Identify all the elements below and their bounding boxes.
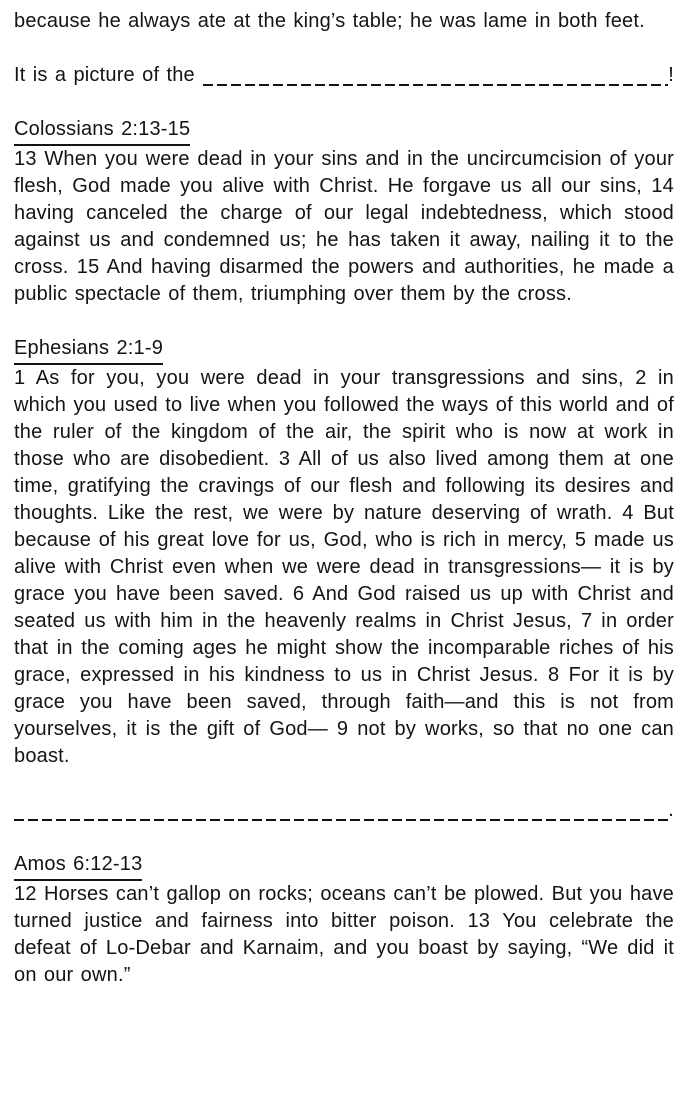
scripture-body-colossians: 13 When you were dead in your sins and in the uncircumcision of your flesh, God made you alive with Christ. He forgave us all our sins, 14 having canceled the charge of our legal indebtedness, which stood against us and condemned us; he has taken it away, nailing it to the cross. 15 And having disarmed the powers and authorities, he made a public spectacle of them, triumphing over them by the cross. (14, 148, 674, 305)
scripture-heading-ephesians (14, 335, 674, 365)
fill-in-statement-blank[interactable] (14, 819, 668, 822)
scripture-body-ephesians: 1 As for you, you were dead in your transgressions and sins, 2 in which you used to live when you followed the ways of this world and of the ruler of the kingdom of the air, the spirit who is now at work in those who are disobedient. 3 All of us also lived among them at one time, gratifying the cravings of our flesh and following its desires and thoughts. Like the rest, we were by nature deserving of wrath. 4 But because of his great love for us, God, who is rich in mercy, 5 made us alive with Christ even when we were dead in transgressions— it is by grace you have been saved. 6 And God raised us up with Christ and seated us with him in the heavenly realms in Christ Jesus, 7 in order that in the coming ages he might show the incomparable riches of his grace, expressed in his kindness to us in Christ Jesus. 8 For it is by grace you have been saved, through faith—and this is not from yourselves, it is the gift of God— 9 not by works, so that no one can boast. (14, 367, 674, 767)
scripture-body-amos: 12 Horses can’t gallop on rocks; oceans can’t be plowed. But you have turned justice and fairness into bitter poison. 13 You celebrate the defeat of Lo-Debar and Karnaim, and you boast by saying, “We did it on our own.” (14, 883, 674, 986)
scripture-reference-ephesians: Ephesians 2:1-9 (14, 335, 163, 365)
section-ephesians (14, 335, 674, 770)
scripture-heading-colossians (14, 116, 674, 146)
fill-in-statement-punctuation: . (668, 799, 674, 821)
scripture-reference-amos: Amos 6:12-13 (14, 851, 142, 881)
fill-in-picture-prefix: It is a picture of the (14, 64, 195, 86)
fill-in-statement-line (14, 797, 674, 824)
scripture-reference-colossians: Colossians 2:13-15 (14, 116, 190, 146)
fill-in-picture-blank[interactable] (203, 84, 668, 87)
intro-paragraph: because he always ate at the king’s table; he was lame in both feet. (14, 10, 645, 32)
section-amos (14, 851, 674, 989)
fill-in-picture-punctuation: ! (668, 64, 674, 86)
section-colossians (14, 116, 674, 308)
fill-in-picture-line (14, 62, 674, 89)
scripture-heading-amos (14, 851, 674, 881)
